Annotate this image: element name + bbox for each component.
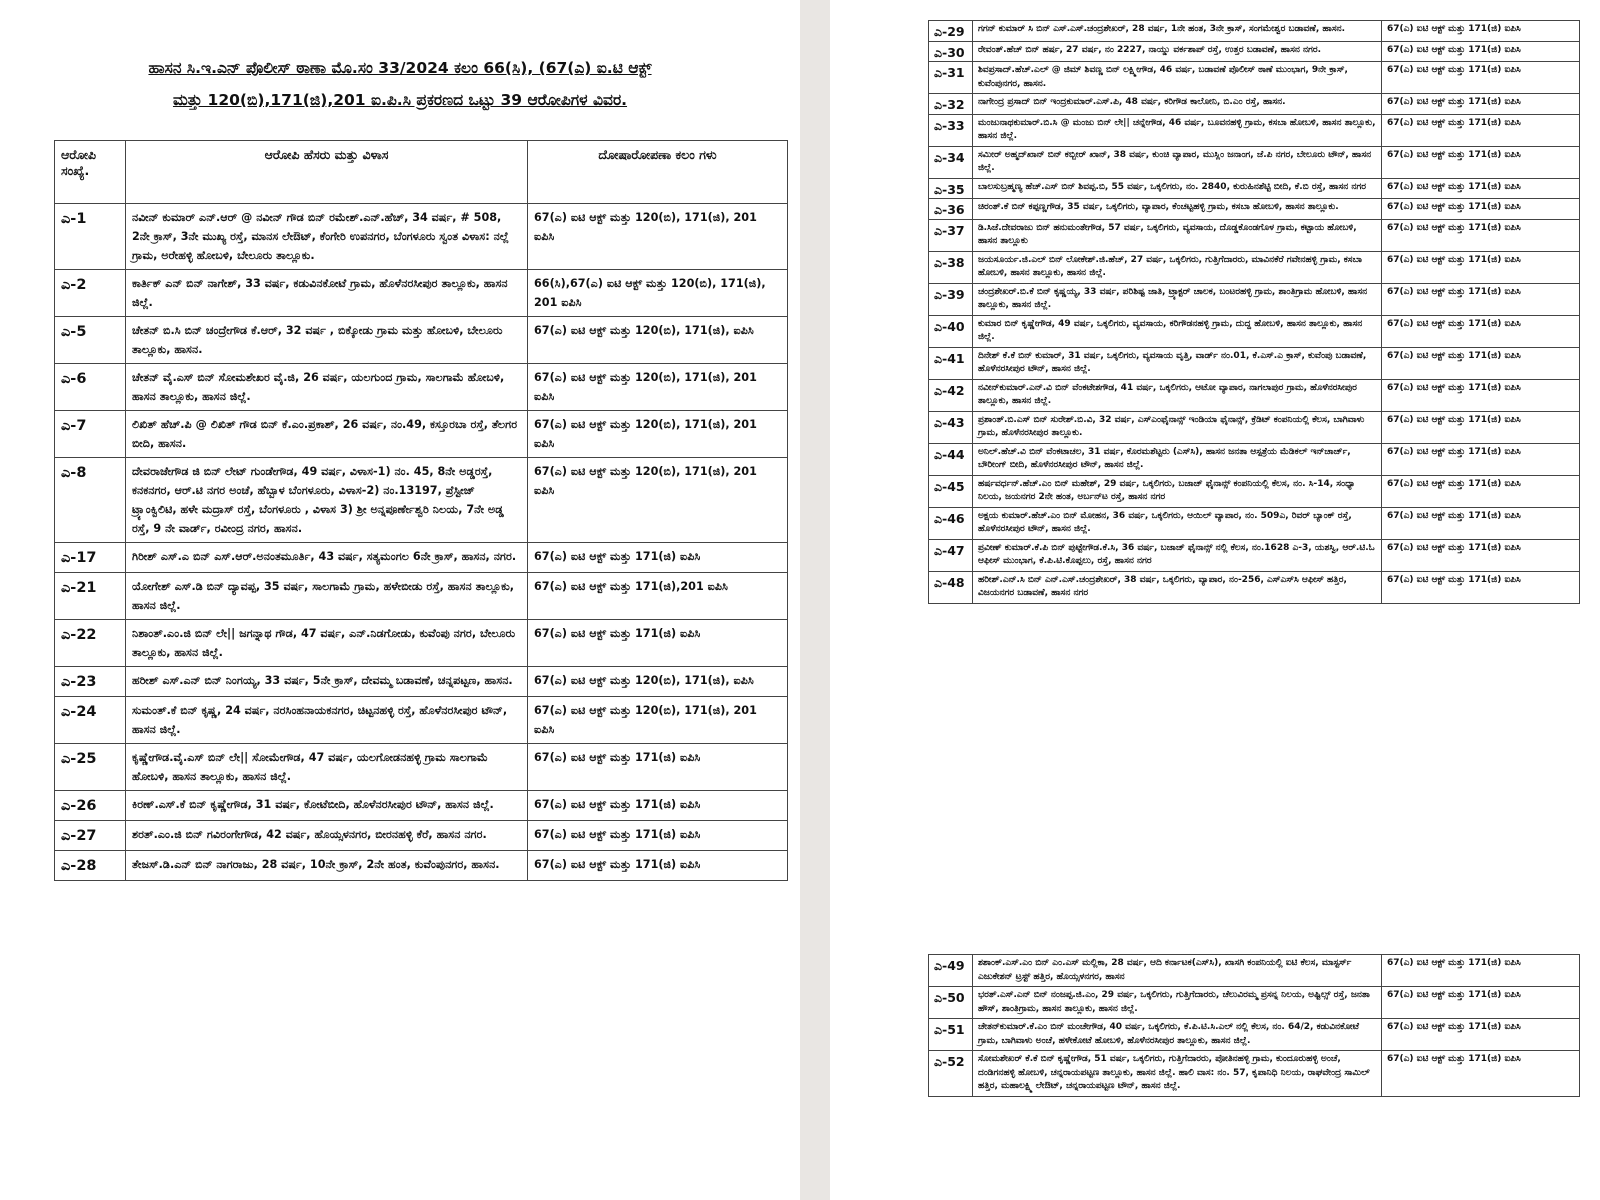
table-row: [929, 571, 1580, 603]
table-row: [55, 620, 788, 667]
accused-id: ಎ-7: [55, 411, 126, 458]
table-row: [55, 411, 788, 458]
charge-sections: 67(ಎ) ಐಟಿ ಆಕ್ಟ್ ಮತ್ತು 171(ಜಿ) ಐಪಿಸಿ: [1382, 539, 1580, 571]
charge-sections: 67(ಎ) ಐಟಿ ಆಕ್ಟ್ ಮತ್ತು 171(ಜಿ) ಐಪಿಸಿ: [528, 791, 788, 821]
accused-id: ಎ-8: [55, 458, 126, 543]
accused-id: ಎ-31: [929, 62, 973, 94]
accused-details: ಜಯಸೂರ್ಯ.ಜಿ.ಎಲ್ ಬಿನ್ ಲೋಕೇಶ್.ಜಿ.ಹೆಚ್, 27 ವರ್ಷ, ಒಕ್ಕಲಿಗರು, ಗುತ್ತಿಗೆದಾರರು, ಮಾವಿನಕೆರೆ ಗವೇನಹಳ್ಳಿ ಗ್ರಾಮ, ಕಸಬಾ ಹೋಬಳಿ, ಹಾಸನ ತಾಲ್ಲೂಕು, ಹಾಸನ ಜಿಲ್ಲೆ.: [973, 251, 1382, 283]
table-row: [929, 41, 1580, 62]
accused-id: ಎ-30: [929, 41, 973, 62]
accused-id: ಎ-25: [55, 744, 126, 791]
charge-sections: 67(ಎ) ಐಟಿ ಆಕ್ಟ್ ಮತ್ತು 120(ಬಿ), 171(ಜಿ), 201 ಐಪಿಸಿ: [528, 697, 788, 744]
header-sections: ದೋಷಾರೋಪಣಾ ಕಲಂ ಗಳು: [528, 141, 788, 204]
charge-sections: 67(ಎ) ಐಟಿ ಆಕ್ಟ್ ಮತ್ತು 171(ಜಿ) ಐಪಿಸಿ: [1382, 251, 1580, 283]
accused-id: ಎ-32: [929, 94, 973, 115]
table-row: [55, 364, 788, 411]
charge-sections: 66(ಸಿ),67(ಎ) ಐಟಿ ಆಕ್ಟ್ ಮತ್ತು 120(ಬಿ), 171(ಜಿ), 201 ಐಪಿಸಿ: [528, 270, 788, 317]
table-row: [55, 821, 788, 851]
table-row: [929, 146, 1580, 178]
accused-id: ಎ-39: [929, 283, 973, 315]
accused-details: ಶರತ್.ಎಂ.ಜಿ ಬಿನ್ ಗವಿರಂಗೇಗೌಡ, 42 ವರ್ಷ, ಹೊಯ್ಸಳನಗರ, ಬೀರನಹಳ್ಳಿ ಕೆರೆ, ಹಾಸನ ನಗರ.: [126, 821, 528, 851]
accused-details: ಹರೀಶ್ ಎಸ್.ಎನ್ ಬಿನ್ ನಿಂಗಯ್ಯ, 33 ವರ್ಷ, 5ನೇ ಕ್ರಾಸ್, ದೇವಮ್ಮ ಬಡಾವಣೆ, ಚನ್ನಪಟ್ಟಣ, ಹಾಸನ.: [126, 667, 528, 697]
accused-id: ಎ-41: [929, 347, 973, 379]
accused-id: ಎ-2: [55, 270, 126, 317]
accused-id: ಎ-34: [929, 146, 973, 178]
table-body: [929, 21, 1580, 604]
charge-sections: 67(ಎ) ಐಟಿ ಆಕ್ಟ್ ಮತ್ತು 171(ಜಿ) ಐಪಿಸಿ: [1382, 987, 1580, 1019]
accused-id: ಎ-21: [55, 573, 126, 620]
table-row: [929, 347, 1580, 379]
accused-details: ಚಂದ್ರಶೇಖರ್.ಬಿ.ಕೆ ಬಿನ್ ಕೃಷ್ಣಯ್ಯ, 33 ವರ್ಷ, ಪರಿಶಿಷ್ಟ ಜಾತಿ, ಟ್ರ್ಯಾಕ್ಟರ್ ಚಾಲಕ, ಬಂಟರಹಳ್ಳಿ ಗ್ರಾಮ, ಶಾಂತಿಗ್ರಾಮ ಹೋಬಳಿ, ಹಾಸನ ತಾಲ್ಲೂಕು, ಹಾಸನ ಜಿಲ್ಲೆ.: [973, 283, 1382, 315]
document-title: [60, 52, 740, 116]
accused-id: ಎ-51: [929, 1019, 973, 1051]
title-line-2: ಮತ್ತು 120(ಬಿ),171(ಜಿ),201 ಐ.ಪಿ.ಸಿ ಪ್ರಕರಣದ ಒಟ್ಟು 39 ಆರೋಪಿಗಳ ವಿವರ.: [172, 91, 628, 109]
accused-details: ನವೀನ್‌ಕುಮಾರ್.ಎನ್.ವಿ ಬಿನ್ ವೆಂಕಟೇಶಗೌಡ, 41 ವರ್ಷ, ಒಕ್ಕಲಿಗರು, ಆಟೋ ವ್ಯಾಪಾರ, ನಾಗಲಾಪುರ ಗ್ರಾಮ, ಹೊಳೆನರಸೀಪುರ ತಾಲ್ಲೂಕು, ಹಾಸನ ಜಿಲ್ಲೆ.: [973, 379, 1382, 411]
accused-id: ಎ-42: [929, 379, 973, 411]
table-row: [55, 270, 788, 317]
accused-details: ಕುಮಾರ ಬಿನ್ ಕೃಷ್ಣೇಗೌಡ, 49 ವರ್ಷ, ಒಕ್ಕಲಿಗರು, ವ್ಯವಸಾಯ, ಕರಿಗೌಡನಹಳ್ಳಿ ಗ್ರಾಮ, ದುದ್ದ ಹೋಬಳಿ, ಹಾಸನ ತಾಲ್ಲೂಕು, ಹಾಸನ ಜಿಲ್ಲೆ.: [973, 315, 1382, 347]
accused-details: ಸೋಮಶೇಖರ್ ಕೆ.ಕೆ ಬಿನ್ ಕೃಷ್ಣೇಗೌಡ, 51 ವರ್ಷ, ಒಕ್ಕಲಿಗರು, ಗುತ್ತಿಗೆದಾರರು, ಪೋತಿನಹಳ್ಳಿ ಗ್ರಾಮ, ಕುಂದೂರುಹಳ್ಳಿ ಅಂಚೆ, ದಂಡಿಗನಹಳ್ಳಿ ಹೋಬಳಿ, ಚನ್ನರಾಯಪಟ್ಟಣ ತಾಲ್ಲೂಕು, ಹಾಸನ ಜಿಲ್ಲೆ. ಹಾಲಿ ವಾಸ: ನಂ. 57, ಕೃಪಾನಿಧಿ ನಿಲಯ, ರಾಘವೇಂದ್ರ ಸಾಮಿಲ್ ಹತ್ತಿರ, ಮಹಾಲಕ್ಷ್ಮಿ ಲೇಔಟ್, ಚನ್ನರಾಯಪಟ್ಟಣ ಟೌನ್, ಹಾಸನ ಜಿಲ್ಲೆ.: [973, 1051, 1382, 1097]
charge-sections: 67(ಎ) ಐಟಿ ಆಕ್ಟ್ ಮತ್ತು 171(ಜಿ) ಐಪಿಸಿ: [528, 851, 788, 881]
accused-id: ಎ-49: [929, 955, 973, 987]
charge-sections: 67(ಎ) ಐಟಿ ಆಕ್ಟ್ ಮತ್ತು 171(ಜಿ) ಐಪಿಸಿ: [1382, 347, 1580, 379]
header-name-address: ಆರೋಪಿ ಹೆಸರು ಮತ್ತು ವಿಳಾಸ: [126, 141, 528, 204]
accused-details: ಚಿರಂತ್.ಕೆ ಬಿನ್ ಕಪ್ಪಣ್ಣಗೌಡ, 35 ವರ್ಷ, ಒಕ್ಕಲಿಗರು, ವ್ಯಾಪಾರ, ಕೆಂಚಟ್ಟಹಳ್ಳಿ ಗ್ರಾಮ, ಕಸಬಾ ಹೋಬಳಿ, ಹಾಸನ ತಾಲ್ಲೂಕು.: [973, 199, 1382, 220]
accused-details: ಕಾರ್ತಿಕ್ ಎನ್ ಬಿನ್ ನಾಗೇಶ್, 33 ವರ್ಷ, ಕಡುವಿನಕೋಟೆ ಗ್ರಾಮ, ಹೊಳೆನರಸೀಪುರ ತಾಲ್ಲೂಕು, ಹಾಸನ ಜಿಲ್ಲೆ.: [126, 270, 528, 317]
charge-sections: 67(ಎ) ಐಟಿ ಆಕ್ಟ್ ಮತ್ತು 171(ಜಿ) ಐಪಿಸಿ: [1382, 283, 1580, 315]
accused-details: ಪ್ರಶಾಂತ್.ಬಿ.ಎಸ್ ಬಿನ್ ಸುರೇಶ್.ಬಿ.ವಿ, 32 ವರ್ಷ, ಎಸ್‌ಎಂಫೈನಾನ್ಸ್ ಇಂಡಿಯಾ ಫೈನಾನ್ಸ್, ಕ್ರೆಡಿಟ್ ಕಂಪನಿಯಲ್ಲಿ ಕೆಲಸ, ಬಾಗಿವಾಳು ಗ್ರಾಮ, ಹೊಳೆನರಸೀಪುರ ತಾಲ್ಲೂಕು.: [973, 411, 1382, 443]
charge-sections: 67(ಎ) ಐಟಿ ಆಕ್ಟ್ ಮತ್ತು 120(ಬಿ), 171(ಜಿ), 201 ಐಪಿಸಿ: [528, 411, 788, 458]
accused-table-continued: [928, 20, 1580, 604]
table-row: [55, 458, 788, 543]
accused-id: ಎ-23: [55, 667, 126, 697]
accused-id: ಎ-36: [929, 199, 973, 220]
accused-details: ಕಿರಣ್.ಎಸ್.ಕೆ ಬಿನ್ ಕೃಷ್ಣೇಗೌಡ, 31 ವರ್ಷ, ಕೋಟೆಬೀದಿ, ಹೊಳೆನರಸೀಪುರ ಟೌನ್, ಹಾಸನ ಜಿಲ್ಲೆ.: [126, 791, 528, 821]
accused-id: ಎ-33: [929, 114, 973, 146]
accused-details: ಲಿಖಿತ್ ಹೆಚ್.ಪಿ @ ಲಿಖಿತ್ ಗೌಡ ಬಿನ್ ಕೆ.ಎಂ.ಪ್ರಕಾಶ್, 26 ವರ್ಷ, ನಂ.49, ಕಸ್ತೂರಬಾ ರಸ್ತೆ, ತೆಲಗರ ಬೀದಿ, ಹಾಸನ.: [126, 411, 528, 458]
table-row: [929, 507, 1580, 539]
table-row: [55, 667, 788, 697]
accused-details: ನಿಶಾಂತ್.ಎಂ.ಜಿ ಬಿನ್ ಲೇ|| ಜಗನ್ನಾಥ ಗೌಡ, 47 ವರ್ಷ, ಎನ್.ನಿಡಗೋಡು, ಕುವೆಂಪು ನಗರ, ಬೇಲೂರು ತಾಲ್ಲೂಕು, ಹಾಸನ ಜಿಲ್ಲೆ.: [126, 620, 528, 667]
table-row: [929, 62, 1580, 94]
accused-details: ಗಿರೀಶ್ ಎಸ್.ಎ ಬಿನ್ ಎಸ್.ಆರ್.ಅನಂತಮೂರ್ತಿ, 43 ವರ್ಷ, ಸತ್ಯಮಂಗಲ 6ನೇ ಕ್ರಾಸ್, ಹಾಸನ, ನಗರ.: [126, 543, 528, 573]
accused-id: ಎ-6: [55, 364, 126, 411]
table-row: [929, 475, 1580, 507]
accused-details: ಹರ್ಷವರ್ಧನ್.ಹೆಚ್.ಎಂ ಬಿನ್ ಮಹೇಶ್, 29 ವರ್ಷ, ಒಕ್ಕಲಿಗರು, ಬಜಾಜ್ ಫೈನಾನ್ಸ್ ಕಂಪನಿಯಲ್ಲಿ ಕೆಲಸ, ನಂ. ಸಿ-14, ಸಂಧ್ಯಾ ನಿಲಯ, ಜಯನಗರ 2ನೇ ಹಂತ, ಅರ್ಬನ್‌ಟ ರಸ್ತೆ, ಹಾಸನ ನಗರ: [973, 475, 1382, 507]
accused-details: ಶಶಾಂಕ್.ಎಸ್.ಎಂ ಬಿನ್ ಎಂ.ಎಸ್ ಮಲ್ಲಿಕಾ, 28 ವರ್ಷ, ಆದಿ ಕರ್ನಾಟಕ(ಎಸ್‌ಸಿ), ಖಾಸಗಿ ಕಂಪನಿಯಲ್ಲಿ ಐಟಿ ಕೆಲಸ, ಮಾಸ್ಟರ್ಸ್ ಎಜುಕೇಶನ್ ಟ್ರಸ್ಟ್ ಹತ್ತಿರ, ಹೊಯ್ಸಳನಗರ, ಹಾಸನ: [973, 955, 1382, 987]
charge-sections: 67(ಎ) ಐಟಿ ಆಕ್ಟ್ ಮತ್ತು 171(ಜಿ) ಐಪಿಸಿ: [1382, 1051, 1580, 1097]
charge-sections: 67(ಎ) ಐಟಿ ಆಕ್ಟ್ ಮತ್ತು 171(ಜಿ) ಐಪಿಸಿ: [1382, 1019, 1580, 1051]
accused-id: ಎ-29: [929, 21, 973, 42]
accused-id: ಎ-38: [929, 251, 973, 283]
charge-sections: 67(ಎ) ಐಟಿ ಆಕ್ಟ್ ಮತ್ತು 171(ಜಿ) ಐಪಿಸಿ: [1382, 571, 1580, 603]
charge-sections: 67(ಎ) ಐಟಿ ಆಕ್ಟ್ ಮತ್ತು 171(ಜಿ) ಐಪಿಸಿ: [1382, 411, 1580, 443]
accused-id: ಎ-28: [55, 851, 126, 881]
accused-details: ಕೃಷ್ಣೇಗೌಡ.ವೈ.ಎಸ್ ಬಿನ್ ಲೇ|| ಸೋಮೇಗೌಡ, 47 ವರ್ಷ, ಯಲಗೋಡನಹಳ್ಳಿ ಗ್ರಾಮ ಸಾಲಗಾಮೆ ಹೋಬಳಿ, ಹಾಸನ ತಾಲ್ಲೂಕು, ಹಾಸನ ಜಿಲ್ಲೆ.: [126, 744, 528, 791]
table-row: [929, 411, 1580, 443]
accused-details: ಚೇತನ್ ಬಿ.ಸಿ ಬಿನ್ ಚಂದ್ರೇಗೌಡ ಕೆ.ಆರ್, 32 ವರ್ಷ , ಬಿಕ್ಕೋಡು ಗ್ರಾಮ ಮತ್ತು ಹೋಬಳಿ, ಬೇಲೂರು ತಾಲ್ಲೂಕು, ಹಾಸನ.: [126, 317, 528, 364]
charge-sections: 67(ಎ) ಐಟಿ ಆಕ್ಟ್ ಮತ್ತು 171(ಜಿ) ಐಪಿಸಿ: [1382, 41, 1580, 62]
accused-details: ಗಗನ್ ಕುಮಾರ್ ಸಿ ಬಿನ್ ಎಸ್.ಎಸ್.ಚಂದ್ರಶೇಖರ್, 28 ವರ್ಷ, 1ನೇ ಹಂತ, 3ನೇ ಕ್ರಾಸ್, ಸಂಗಮೇಶ್ವರ ಬಡಾವಣೆ, ಹಾಸನ.: [973, 21, 1382, 42]
accused-details: ಯೋಗೇಶ್ ಎಸ್.ಡಿ ಬಿನ್ ದ್ಯಾವಪ್ಪ, 35 ವರ್ಷ, ಸಾಲಗಾಮೆ ಗ್ರಾಮ, ಹಳೇಬೀಡು ರಸ್ತೆ, ಹಾಸನ ತಾಲ್ಲೂಕು, ಹಾಸನ ಜಿಲ್ಲೆ.: [126, 573, 528, 620]
accused-details: ಸುಮಂತ್.ಕೆ ಬಿನ್ ಕೃಷ್ಣ, 24 ವರ್ಷ, ನರಸಿಂಹನಾಯಕನಗರ, ಚಿಟ್ಟನಹಳ್ಳಿ ರಸ್ತೆ, ಹೊಳೆನರಸೀಪುರ ಟೌನ್, ಹಾಸನ ಜಿಲ್ಲೆ.: [126, 697, 528, 744]
accused-id: ಎ-52: [929, 1051, 973, 1097]
table-row: [929, 94, 1580, 115]
charge-sections: 67(ಎ) ಐಟಿ ಆಕ್ಟ್ ಮತ್ತು 120(ಬಿ), 171(ಜಿ), ಐಪಿಸಿ: [528, 667, 788, 697]
table-row: [55, 744, 788, 791]
table-row: [929, 315, 1580, 347]
table-row: [55, 573, 788, 620]
table-row: [929, 283, 1580, 315]
accused-id: ಎ-5: [55, 317, 126, 364]
table-row: [929, 987, 1580, 1019]
table-row: [55, 543, 788, 573]
charge-sections: 67(ಎ) ಐಟಿ ಆಕ್ಟ್ ಮತ್ತು 120(ಬಿ), 171(ಜಿ), 201 ಐಪಿಸಿ: [528, 458, 788, 543]
charge-sections: 67(ಎ) ಐಟಿ ಆಕ್ಟ್ ಮತ್ತು 120(ಬಿ), 171(ಜಿ), 201 ಐಪಿಸಿ: [528, 204, 788, 270]
accused-details: ದಿನೇಶ್ ಕೆ.ಕೆ ಬಿನ್ ಕುಮಾರ್, 31 ವರ್ಷ, ಒಕ್ಕಲಿಗರು, ವ್ಯವಸಾಯ ವೃತ್ತಿ, ವಾರ್ಡ್ ನಂ.01, ಕೆ.ಎಸ್.ಎ ಕ್ರಾಸ್, ಕುವೆಂಪು ಬಡಾವಣೆ, ಹೊಳೆನರಸೀಪುರ ಟೌನ್, ಹಾಸನ ಜಿಲ್ಲೆ.: [973, 347, 1382, 379]
charge-sections: 67(ಎ) ಐಟಿ ಆಕ್ಟ್ ಮತ್ತು 171(ಜಿ) ಐಪಿಸಿ: [1382, 507, 1580, 539]
accused-details: ಅನಿಲ್.ಹೆಚ್.ವಿ ಬಿನ್ ವೆಂಕಟಾಚಲ, 31 ವರ್ಷ, ಕೊರಮಶೆಟ್ಟರು (ಎಸ್‌ಸಿ), ಹಾಸನ ಜನತಾ ಆಸ್ಪತ್ರೆಯ ಮೆಡಿಕಲ್ ಇನ್‌ಚಾರ್ಜ್, ಬೌರೀಂಗ್ ಬೀದಿ, ಹೊಳೆನರಸೀಪುರ ಟೌನ್, ಹಾಸನ ಜಿಲ್ಲೆ.: [973, 443, 1382, 475]
table-row: [929, 114, 1580, 146]
accused-id: ಎ-40: [929, 315, 973, 347]
charge-sections: 67(ಎ) ಐಟಿ ಆಕ್ಟ್ ಮತ್ತು 171(ಜಿ) ಐಪಿಸಿ: [1382, 62, 1580, 94]
table-row: [929, 443, 1580, 475]
accused-details: ಮಂಜುನಾಥಕುಮಾರ್.ಬಿ.ಸಿ @ ಮಂಜು ಬಿನ್ ಲೇ|| ಚನ್ನೇಗೌಡ, 46 ವರ್ಷ, ಬೂವನಹಳ್ಳಿ ಗ್ರಾಮ, ಕಸಬಾ ಹೋಬಳಿ, ಹಾಸನ ತಾಲ್ಲೂಕು, ಹಾಸನ ಜಿಲ್ಲೆ.: [973, 114, 1382, 146]
charge-sections: 67(ಎ) ಐಟಿ ಆಕ್ಟ್ ಮತ್ತು 120(ಬಿ), 171(ಜಿ), 201 ಐಪಿಸಿ: [528, 364, 788, 411]
accused-details: ಶಿವಪ್ರಸಾದ್.ಹೆಚ್.ಎಲ್ @ ಜಿಮ್ ಶಿವಣ್ಣ ಬಿನ್ ಲಕ್ಷ್ಮೀಗೌಡ, 46 ವರ್ಷ, ಬಡಾವಣೆ ಪೊಲೀಸ್ ಠಾಣೆ ಮುಂಭಾಗ, 9ನೇ ಕ್ರಾಸ್, ಕುವೆಂಪುನಗರ, ಹಾಸನ.: [973, 62, 1382, 94]
table-body: [929, 955, 1580, 1097]
charge-sections: 67(ಎ) ಐಟಿ ಆಕ್ಟ್ ಮತ್ತು 171(ಜಿ) ಐಪಿಸಿ: [1382, 94, 1580, 115]
table-row: [55, 791, 788, 821]
accused-details: ಪ್ರವೀಣ್ ಕುಮಾರ್.ಕೆ.ಪಿ ಬಿನ್ ಪುಟ್ಟೇಗೌಡ.ಕೆ.ಸಿ, 36 ವರ್ಷ, ಬಜಾಜ್ ಫೈನಾನ್ಸ್ ನಲ್ಲಿ ಕೆಲಸ, ನಂ.1628 ಎ-3, ಯಶಸ್ವಿ, ಆರ್.ಟಿ.ಓ ಆಫೀಸ್ ಮುಂಭಾಗ, ಕೆ.ಪಿ.ಟಿ.ಕೊಪ್ಪಲು, ರಸ್ತೆ, ಹಾಸನ ನಗರ: [973, 539, 1382, 571]
charge-sections: 67(ಎ) ಐಟಿ ಆಕ್ಟ್ ಮತ್ತು 120(ಬಿ), 171(ಜಿ), ಐಪಿಸಿ: [528, 317, 788, 364]
table-row: [929, 955, 1580, 987]
charge-sections: 67(ಎ) ಐಟಿ ಆಕ್ಟ್ ಮತ್ತು 171(ಜಿ) ಐಪಿಸಿ: [528, 821, 788, 851]
table-row: [929, 199, 1580, 220]
charge-sections: 67(ಎ) ಐಟಿ ಆಕ್ಟ್ ಮತ್ತು 171(ಜಿ),201 ಐಪಿಸಿ: [528, 573, 788, 620]
accused-id: ಎ-46: [929, 507, 973, 539]
accused-details: ಚೇತನ್ ವೈ.ಎಸ್ ಬಿನ್ ಸೋಮಶೇಖರ ವೈ.ಜಿ, 26 ವರ್ಷ, ಯಲಗುಂದ ಗ್ರಾಮ, ಸಾಲಗಾಮೆ ಹೋಬಳಿ, ಹಾಸನ ತಾಲ್ಲೂಕು, ಹಾಸನ ಜಿಲ್ಲೆ.: [126, 364, 528, 411]
charge-sections: 67(ಎ) ಐಟಿ ಆಕ್ಟ್ ಮತ್ತು 171(ಜಿ) ಐಪಿಸಿ: [528, 620, 788, 667]
accused-details: ರೇವಂತ್.ಹೆಚ್ ಬಿನ್ ಹರ್ಷ, 27 ವರ್ಷ, ನಂ 2227, ನಾಯ್ಡು ವರ್ಕಶಾಪ್ ರಸ್ತೆ, ಉತ್ತರ ಬಡಾವಣೆ, ಹಾಸನ ನಗರ.: [973, 41, 1382, 62]
accused-details: ಡಿ.ಸಿಜೆ.ದೇವರಾಜು ಬಿನ್ ಹನುಮಂತೇಗೌಡ, 57 ವರ್ಷ, ಒಕ್ಕಲಿಗರು, ವ್ಯವಸಾಯ, ದೊಡ್ಡಕೊಂಡಗೊಳ ಗ್ರಾಮ, ಕಟ್ಟಾಯ ಹೋಬಳಿ, ಹಾಸನ ತಾಲ್ಲೂಕು: [973, 219, 1382, 251]
accused-id: ಎ-1: [55, 204, 126, 270]
header-accused-no: ಆರೋಪಿ ಸಂಖ್ಯೆ.: [55, 141, 126, 204]
accused-details: ಚೇತನ್‌ಕುಮಾರ್.ಕೆ.ಎಂ ಬಿನ್ ಮಂಚೇಗೌಡ, 40 ವರ್ಷ, ಒಕ್ಕಲಿಗರು, ಕೆ.ಪಿ.ಟಿ.ಸಿ.ಎಲ್ ನಲ್ಲಿ ಕೆಲಸ, ನಂ. 64/2, ಕಡುವಿನಕೋಟೆ ಗ್ರಾಮ, ಬಾಗಿವಾಳು ಅಂಚೆ, ಹಳೇಕೋಟೆ ಹೋಬಳಿ, ಹೊಳೆನರಸೀಪುರ ತಾಲ್ಲೂಕು, ಹಾಸನ ಜಿಲ್ಲೆ.: [973, 1019, 1382, 1051]
accused-id: ಎ-43: [929, 411, 973, 443]
charge-sections: 67(ಎ) ಐಟಿ ಆಕ್ಟ್ ಮತ್ತು 171(ಜಿ) ಐಪಿಸಿ: [1382, 114, 1580, 146]
accused-id: ಎ-26: [55, 791, 126, 821]
accused-details: ನಾಗೇಂದ್ರ ಪ್ರಸಾದ್ ಬಿನ್ ಇಂದ್ರಕುಮಾರ್.ಎಸ್.ಪಿ, 48 ವರ್ಷ, ಕರಿಗೌಡ ಕಾಲೋನಿ, ಬಿ.ಎಂ ರಸ್ತೆ, ಹಾಸನ.: [973, 94, 1382, 115]
charge-sections: 67(ಎ) ಐಟಿ ಆಕ್ಟ್ ಮತ್ತು 171(ಜಿ) ಐಪಿಸಿ: [1382, 219, 1580, 251]
table-row: [929, 379, 1580, 411]
table-row: [55, 317, 788, 364]
table-row: [929, 178, 1580, 199]
accused-id: ಎ-44: [929, 443, 973, 475]
charge-sections: 67(ಎ) ಐಟಿ ಆಕ್ಟ್ ಮತ್ತು 171(ಜಿ) ಐಪಿಸಿ: [528, 744, 788, 791]
charge-sections: 67(ಎ) ಐಟಿ ಆಕ್ಟ್ ಮತ್ತು 171(ಜಿ) ಐಪಿಸಿ: [1382, 146, 1580, 178]
table-row: [929, 539, 1580, 571]
accused-id: ಎ-47: [929, 539, 973, 571]
accused-details: ಹರೀಶ್.ಎನ್.ಸಿ ಬಿನ್ ಎನ್.ಎಸ್.ಚಂದ್ರಶೇಖರ್, 38 ವರ್ಷ, ಒಕ್ಕಲಿಗರು, ವ್ಯಾಪಾರ, ನಂ-256, ಎಸ್‌ಎಸ್‌ಸಿ ಆಫೀಸ್ ಹತ್ತಿರ, ವಿಜಯನಗರ ಬಡಾವಣೆ, ಹಾಸನ ನಗರ: [973, 571, 1382, 603]
accused-details: ಅಕ್ಷಯ ಕುಮಾರ್.ಹೆಚ್.ಎಂ ಬಿನ್ ಮೋಹನ, 36 ವರ್ಷ, ಒಕ್ಕಲಿಗರು, ಆಯಿಲ್ ವ್ಯಾಪಾರ, ನಂ. 509ಎ, ರಿವರ್ ಬ್ಯಾಂಕ್ ರಸ್ತೆ, ಹೊಳೆನರಸೀಪುರ ಟೌನ್, ಹಾಸನ ಜಿಲ್ಲೆ.: [973, 507, 1382, 539]
table-row: [929, 219, 1580, 251]
table-row: [929, 1019, 1580, 1051]
document-page-right: [830, 0, 1600, 1200]
accused-id: ಎ-45: [929, 475, 973, 507]
table-body: [55, 204, 788, 881]
accused-details: ದೇವರಾಜೇಗೌಡ ಜಿ ಬಿನ್ ಲೇಟ್ ಗುಂಡೇಗೌಡ, 49 ವರ್ಷ, ವಿಳಾಸ-1) ನಂ. 45, 8ನೇ ಅಡ್ಡರಸ್ತೆ, ಕನಕನಗರ, ಆರ್.ಟಿ ನಗರ ಅಂಚೆ, ಹೆಬ್ಬಾಳ ಬೆಂಗಳೂರು, ವಿಳಾಸ-2) ನಂ.13197, ಪ್ರೆಸ್ಟೀಜ್ ಟ್ರ್ಯಾಂಕ್ವಿಲಿಟಿ, ಹಳೇ ಮದ್ರಾಸ್ ರಸ್ತೆ, ಬೆಂಗಳೂರು , ವಿಳಾಸ 3) ಶ್ರೀ ಅನ್ನಪೂರ್ಣೇಶ್ವರಿ ನಿಲಯ, 7ನೇ ಅಡ್ಡ ರಸ್ತೆ, 9 ನೇ ವಾರ್ಡ್, ರವೀಂದ್ರ ನಗರ, ಹಾಸನ.: [126, 458, 528, 543]
charge-sections: 67(ಎ) ಐಟಿ ಆಕ್ಟ್ ಮತ್ತು 171(ಜಿ) ಐಪಿಸಿ: [1382, 955, 1580, 987]
table-row: [929, 1051, 1580, 1097]
accused-id: ಎ-50: [929, 987, 973, 1019]
accused-id: ಎ-37: [929, 219, 973, 251]
accused-details: ಬಾಲಸುಬ್ರಹ್ಮಣ್ಯ ಹೆಚ್.ಎಸ್ ಬಿನ್ ಶಿವಪ್ಪ.ಬಿ, 55 ವರ್ಷ, ಒಕ್ಕಲಿಗರು, ನಂ. 2840, ಕುರುಹಿನಶೆಟ್ಟಿ ಬೀದಿ, ಕೆ.ಬಿ ರಸ್ತೆ, ಹಾಸನ ನಗರ: [973, 178, 1382, 199]
charge-sections: 67(ಎ) ಐಟಿ ಆಕ್ಟ್ ಮತ್ತು 171(ಜಿ) ಐಪಿಸಿ: [1382, 443, 1580, 475]
title-line-1: ಹಾಸನ ಸಿ.ಇ.ಎನ್ ಪೊಲೀಸ್ ಠಾಣಾ ಮೊ.ಸಂ 33/2024 ಕಲಂ 66(ಸಿ), (67(ಎ) ಐ.ಟಿ ಆಕ್ಟ್: [148, 59, 652, 77]
charge-sections: 67(ಎ) ಐಟಿ ಆಕ್ಟ್ ಮತ್ತು 171(ಜಿ) ಐಪಿಸಿ: [1382, 178, 1580, 199]
charge-sections: 67(ಎ) ಐಟಿ ಆಕ್ಟ್ ಮತ್ತು 171(ಜಿ) ಐಪಿಸಿ: [1382, 379, 1580, 411]
charge-sections: 67(ಎ) ಐಟಿ ಆಕ್ಟ್ ಮತ್ತು 171(ಜಿ) ಐಪಿಸಿ: [1382, 21, 1580, 42]
table-header-row: [55, 141, 788, 204]
charge-sections: 67(ಎ) ಐಟಿ ಆಕ್ಟ್ ಮತ್ತು 171(ಜಿ) ಐಪಿಸಿ: [1382, 199, 1580, 220]
table-row: [929, 251, 1580, 283]
accused-details: ನವೀನ್ ಕುಮಾರ್ ಎನ್.ಆರ್ @ ನವೀನ್ ಗೌಡ ಬಿನ್ ರಮೇಶ್.ಎನ್.ಹೆಚ್, 34 ವರ್ಷ, # 508, 2ನೇ ಕ್ರಾಸ್, 3ನೇ ಮುಖ್ಯ ರಸ್ತೆ, ಮಾನಸ ಲೇಔಟ್, ಕೆಂಗೇರಿ ಉಪನಗರ, ಬೆಂಗಳೂರು ಸ್ವಂತ ವಿಳಾಸ: ನಲ್ಲೆ ಗ್ರಾಮ, ಅರೇಹಳ್ಳಿ ಹೋಬಳಿ, ಬೇಲೂರು ತಾಲ್ಲೂಕು.: [126, 204, 528, 270]
accused-table-final: [928, 954, 1580, 1097]
charge-sections: 67(ಎ) ಐಟಿ ಆಕ್ಟ್ ಮತ್ತು 171(ಜಿ) ಐಪಿಸಿ: [1382, 315, 1580, 347]
accused-details: ಸಮೀರ್ ಅಹ್ಮದ್‌ಖಾನ್ ಬಿನ್ ಕಬ್ಬೀರ್ ಖಾನ್, 38 ವರ್ಷ, ಕುಂಚಿ ವ್ಯಾಪಾರ, ಮುಸ್ಲಿಂ ಜನಾಂಗ, ಜೆ.ಪಿ ನಗರ, ಬೇಲೂರು ಟೌನ್, ಹಾಸನ ಜಿಲ್ಲೆ.: [973, 146, 1382, 178]
accused-id: ಎ-24: [55, 697, 126, 744]
accused-id: ಎ-22: [55, 620, 126, 667]
table-row: [55, 697, 788, 744]
accused-id: ಎ-27: [55, 821, 126, 851]
charge-sections: 67(ಎ) ಐಟಿ ಆಕ್ಟ್ ಮತ್ತು 171(ಜಿ) ಐಪಿಸಿ: [1382, 475, 1580, 507]
accused-details: ಭರತ್.ಎಸ್.ಎನ್ ಬಿನ್ ನಂಜಪ್ಪ.ಜಿ.ಎಂ, 29 ವರ್ಷ, ಒಕ್ಕಲಿಗರು, ಗುತ್ತಿಗೆದಾರರು, ಚೆಲುವಿರಮ್ಮ ಪ್ರಸನ್ನ ನಿಲಯ, ಅಷ್ಟಿಲ್ಸ್ ರಸ್ತೆ, ಜನತಾ ಹೌಸ್, ಶಾಂತಿಗ್ರಾಮ, ಹಾಸನ ತಾಲ್ಲೂಕು, ಹಾಸನ ಜಿಲ್ಲೆ.: [973, 987, 1382, 1019]
accused-table-main: [54, 140, 788, 881]
table-row: [55, 204, 788, 270]
accused-details: ತೇಜಸ್.ಡಿ.ಎನ್ ಬಿನ್ ನಾಗರಾಜು, 28 ವರ್ಷ, 10ನೇ ಕ್ರಾಸ್, 2ನೇ ಹಂತ, ಕುವೆಂಪುನಗರ, ಹಾಸನ.: [126, 851, 528, 881]
charge-sections: 67(ಎ) ಐಟಿ ಆಕ್ಟ್ ಮತ್ತು 171(ಜಿ) ಐಪಿಸಿ: [528, 543, 788, 573]
accused-id: ಎ-17: [55, 543, 126, 573]
table-row: [929, 21, 1580, 42]
accused-id: ಎ-35: [929, 178, 973, 199]
table-row: [55, 851, 788, 881]
accused-id: ಎ-48: [929, 571, 973, 603]
